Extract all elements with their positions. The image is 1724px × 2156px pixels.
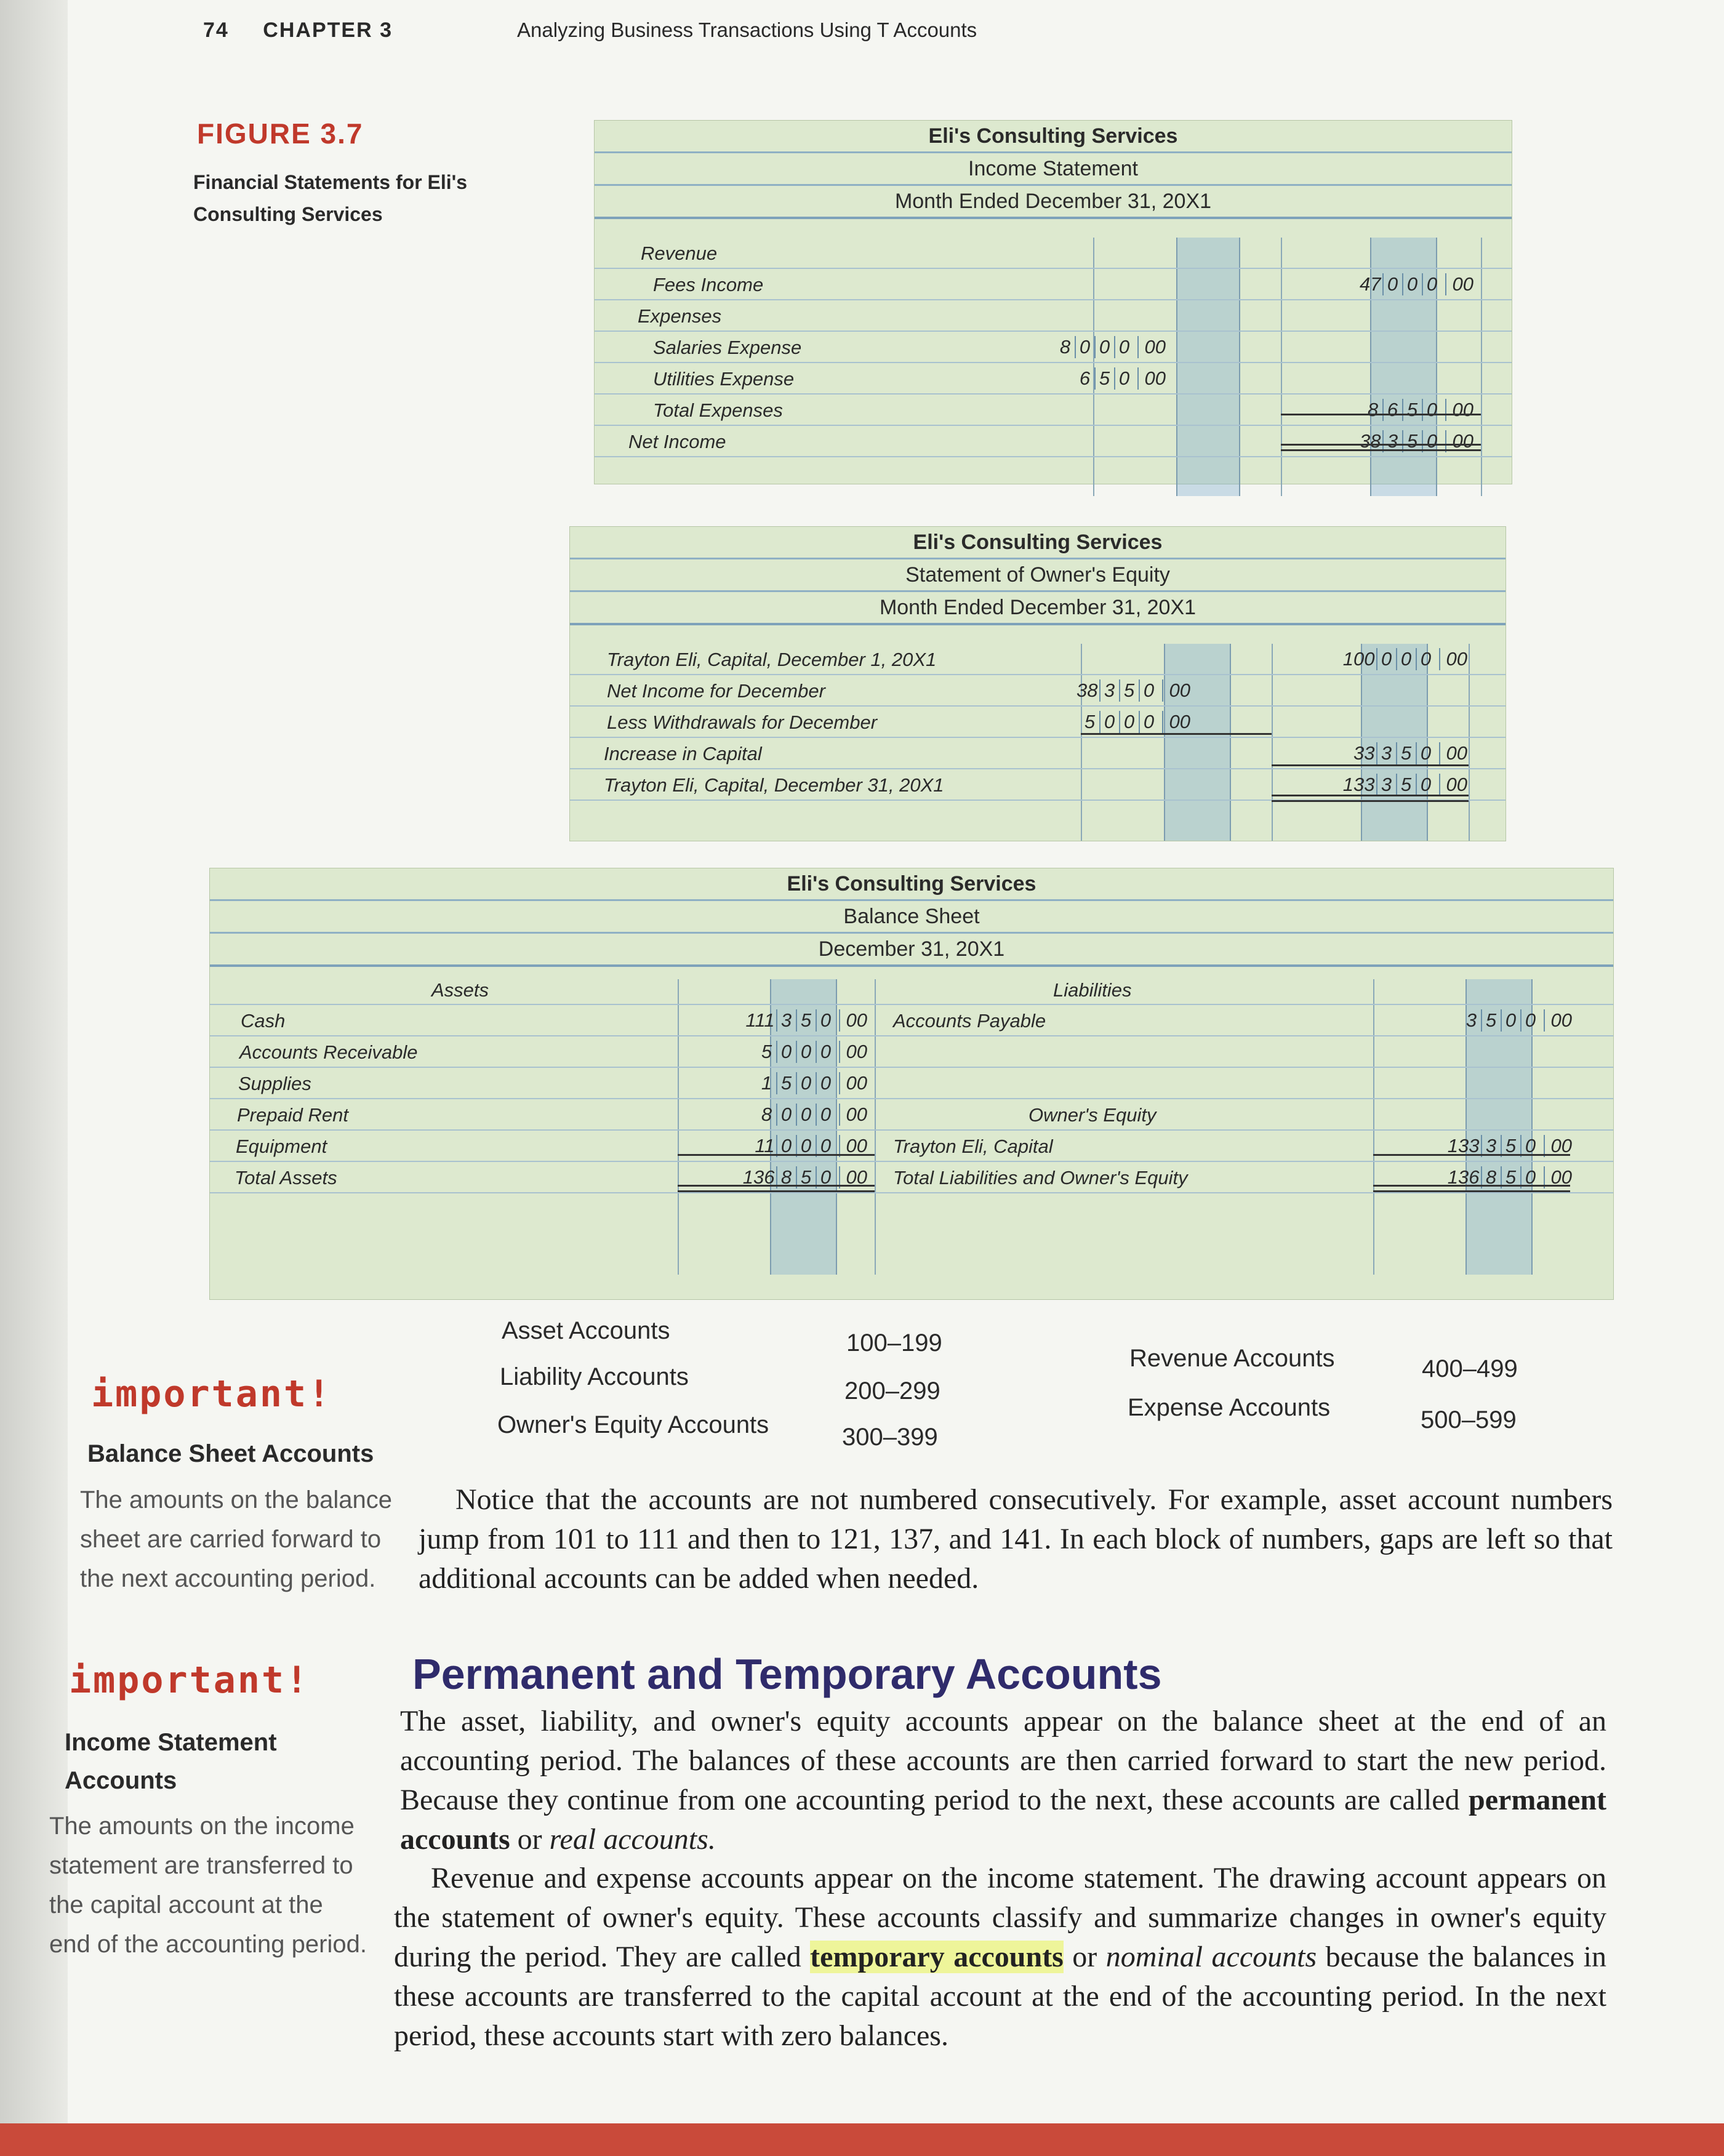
amount-digit: 0 bbox=[1376, 648, 1396, 670]
running-title: Analyzing Business Transactions Using T Accounts bbox=[517, 18, 977, 41]
balance-sheet-title: Balance Sheet bbox=[210, 901, 1613, 934]
amount-digit: 0 bbox=[796, 1072, 816, 1094]
account-range-name: Expense Accounts bbox=[1128, 1394, 1331, 1421]
amount-digit: 33 bbox=[1353, 742, 1375, 764]
amount-digit: 0 bbox=[796, 1104, 816, 1126]
equity-statement-period: Month Ended December 31, 20X1 bbox=[570, 592, 1505, 625]
row-label: Less Withdrawals for December bbox=[607, 711, 878, 733]
amount-digit: 5 bbox=[796, 1166, 816, 1188]
amount-digit: 0 bbox=[1139, 711, 1158, 733]
amount-digit: 3 bbox=[1099, 679, 1119, 702]
amount-digit: 6 bbox=[1382, 399, 1402, 421]
amount-digit: 00 bbox=[1162, 711, 1192, 733]
total-double-underline bbox=[1281, 444, 1481, 451]
chapter-label: CHAPTER 3 bbox=[263, 18, 393, 42]
amount-digit: 5 bbox=[1084, 710, 1096, 732]
amount-digit: 0 bbox=[1396, 648, 1416, 670]
amount-digit: 0 bbox=[776, 1104, 796, 1126]
statement-row bbox=[595, 363, 1512, 395]
amount-digit: 133 bbox=[1342, 773, 1375, 795]
account-range-name: Owner's Equity Accounts bbox=[497, 1411, 769, 1438]
amount-digit: 8 bbox=[1059, 335, 1071, 358]
account-range-value: 400–499 bbox=[1422, 1355, 1518, 1382]
figure-label: FIGURE 3.7 bbox=[197, 118, 364, 150]
amount-digit: 5 bbox=[1501, 1135, 1520, 1157]
income-statement-title: Income Statement bbox=[595, 153, 1512, 186]
row-label: Net Income for December bbox=[607, 680, 825, 702]
account-range-name: Asset Accounts bbox=[502, 1317, 670, 1344]
account-range-name: Liability Accounts bbox=[500, 1363, 689, 1390]
balance-sheet-date: December 31, 20X1 bbox=[210, 934, 1613, 967]
row-label: Trayton Eli, Capital, December 31, 20X1 bbox=[604, 774, 944, 796]
row-label: Trayton Eli, Capital, December 1, 20X1 bbox=[607, 649, 937, 670]
note-title: Income Statement Accounts bbox=[65, 1729, 277, 1794]
asset-amount bbox=[744, 1005, 868, 1035]
total-underline bbox=[678, 1154, 875, 1156]
equity-statement-company: Eli's Consulting Services bbox=[570, 527, 1505, 559]
paragraph-text: or bbox=[1063, 1941, 1106, 1973]
liability-equity-amount bbox=[1446, 1131, 1573, 1161]
total-underline bbox=[1081, 733, 1272, 735]
balance-sheet-row bbox=[210, 1068, 1613, 1099]
asset-amount bbox=[758, 1036, 868, 1067]
amount-digit: 5 bbox=[796, 1009, 816, 1032]
amount-digit: 0 bbox=[816, 1072, 835, 1094]
amount-digit: 8 bbox=[761, 1103, 772, 1125]
asset-label: Total Assets bbox=[235, 1167, 337, 1188]
amount-digit: 136 bbox=[742, 1166, 775, 1188]
amount-digit: 00 bbox=[1137, 367, 1167, 390]
amount-digit: 8 bbox=[1481, 1166, 1501, 1188]
equity-statement-body bbox=[570, 644, 1505, 841]
amount-digit: 3 bbox=[776, 1009, 796, 1032]
amount-digit: 0 bbox=[776, 1041, 796, 1063]
owners-equity-statement bbox=[569, 526, 1506, 841]
paragraph-temporary-accounts bbox=[394, 1859, 1606, 2056]
liability-equity-label: Total Liabilities and Owner's Equity bbox=[893, 1167, 1188, 1188]
amount-digit: 0 bbox=[1099, 711, 1119, 733]
outer-amount bbox=[1342, 644, 1469, 674]
amount-digit: 0 bbox=[796, 1135, 816, 1157]
statement-row bbox=[595, 269, 1512, 300]
statement-row bbox=[595, 395, 1512, 426]
amount-digit: 0 bbox=[1416, 742, 1435, 764]
important-tag: important! bbox=[69, 1659, 310, 1702]
statement-row bbox=[570, 675, 1505, 707]
balance-sheet-heading-row bbox=[210, 979, 1613, 1005]
amount-digit: 0 bbox=[1382, 273, 1402, 295]
paragraph-text: or bbox=[510, 1823, 550, 1856]
amount-digit: 3 bbox=[1376, 774, 1396, 796]
note-body: The amounts on the income statement are transferred to the capital account at the end of the accounting period. bbox=[49, 1813, 367, 1958]
balance-sheet-row bbox=[210, 1036, 1613, 1068]
amount-digit: 0 bbox=[816, 1041, 835, 1063]
statement-row bbox=[595, 238, 1512, 269]
amount-digit: 136 bbox=[1447, 1166, 1480, 1188]
row-label: Net Income bbox=[628, 431, 726, 452]
income-statement bbox=[594, 120, 1512, 484]
amount-digit: 5 bbox=[1119, 679, 1139, 702]
amount-digit: 0 bbox=[1402, 273, 1422, 295]
income-statement-body bbox=[595, 238, 1512, 496]
income-statement-rows bbox=[595, 238, 1512, 457]
balance-sheet-body bbox=[210, 979, 1613, 1275]
amount-digit: 1 bbox=[761, 1072, 772, 1094]
asset-amount bbox=[758, 1099, 868, 1129]
amount-digit: 00 bbox=[1445, 399, 1475, 421]
amount-digit: 47 bbox=[1360, 273, 1381, 295]
outer-amount bbox=[1358, 426, 1475, 456]
amount-digit: 0 bbox=[1520, 1135, 1540, 1157]
paragraph-text: The asset, liability, and owner's equity accounts appear on the balance sheet at the end of an accounting period. The balances of these accounts are then carried forward to start the new period. Because they continue from one accounting period to the next, these accounts are called bbox=[400, 1705, 1606, 1816]
term-real-accounts: real accounts. bbox=[549, 1823, 716, 1856]
term-nominal-accounts: nominal accounts bbox=[1105, 1941, 1317, 1973]
equity-statement-title: Statement of Owner's Equity bbox=[570, 559, 1505, 592]
amount-digit: 00 bbox=[1439, 774, 1469, 796]
amount-digit: 00 bbox=[839, 1041, 868, 1063]
amount-digit: 0 bbox=[1416, 648, 1435, 670]
income-statement-company: Eli's Consulting Services bbox=[595, 121, 1512, 153]
row-label: Total Expenses bbox=[653, 399, 783, 421]
income-statement-period: Month Ended December 31, 20X1 bbox=[595, 186, 1512, 219]
amount-digit: 00 bbox=[1439, 742, 1469, 764]
asset-label: Cash bbox=[241, 1010, 286, 1032]
statement-row bbox=[595, 426, 1512, 457]
amount-digit: 38 bbox=[1360, 430, 1381, 452]
amount-digit: 5 bbox=[776, 1072, 796, 1094]
amount-digit: 00 bbox=[1137, 336, 1167, 358]
page-number: 74 bbox=[203, 18, 229, 42]
inner-amount bbox=[1081, 707, 1192, 737]
balance-sheet-rows bbox=[210, 1005, 1613, 1193]
amount-digit: 0 bbox=[1094, 336, 1114, 358]
outer-amount bbox=[1358, 269, 1475, 299]
balance-sheet-row bbox=[210, 1005, 1613, 1036]
amount-digit: 3 bbox=[1376, 742, 1396, 764]
important-tag: important! bbox=[91, 1373, 332, 1416]
paragraph-text: because the balances in these accounts are transferred to the capital account at the end of the accounting period. In the next period, these accounts start with zero balances. bbox=[394, 1941, 1607, 2052]
amount-digit: 00 bbox=[1544, 1009, 1573, 1032]
amount-digit: 5 bbox=[1481, 1009, 1501, 1032]
note-body: The amounts on the balance sheet are carried forward to the next accounting period. bbox=[80, 1486, 393, 1592]
amount-digit: 00 bbox=[1445, 273, 1475, 295]
amount-digit: 5 bbox=[1396, 774, 1416, 796]
account-range-value: 100–199 bbox=[846, 1329, 942, 1357]
amount-digit: 0 bbox=[1422, 430, 1441, 452]
note-title: Balance Sheet Accounts bbox=[87, 1440, 374, 1467]
equity-heading: Owner's Equity bbox=[1028, 1104, 1157, 1126]
term-temporary-accounts: temporary accounts bbox=[810, 1941, 1064, 1973]
row-label: Increase in Capital bbox=[604, 743, 762, 764]
balance-sheet-row bbox=[210, 1131, 1613, 1162]
liability-equity-label: Trayton Eli, Capital bbox=[893, 1136, 1053, 1157]
amount-digit: 5 bbox=[761, 1040, 772, 1062]
paragraph-account-numbering: Notice that the accounts are not numbered consecutively. For example, asset account numbers jump from 101 to 111 and then to 121, 137, and 141. In each block of numbers, gaps are left so that additional accounts can be added when needed. bbox=[419, 1483, 1613, 1595]
amount-digit: 0 bbox=[776, 1135, 796, 1157]
page-footer-band bbox=[0, 2123, 1724, 2156]
paragraph-text: Revenue and expense accounts appear on the income statement. The drawing account appears on the statement of owner's equity. These accounts classify and summarize changes in owner's equity during the period. They are called bbox=[394, 1862, 1606, 1973]
amount-digit: 0 bbox=[816, 1104, 835, 1126]
amount-digit: 0 bbox=[796, 1041, 816, 1063]
balance-sheet bbox=[209, 868, 1614, 1300]
amount-digit: 00 bbox=[1162, 679, 1192, 702]
paragraph-permanent-accounts bbox=[400, 1702, 1606, 1859]
amount-digit: 5 bbox=[1094, 367, 1114, 390]
amount-digit: 0 bbox=[816, 1166, 835, 1188]
amount-digit: 0 bbox=[1119, 711, 1139, 733]
total-double-underline bbox=[1373, 1185, 1570, 1192]
amount-digit: 3 bbox=[1465, 1009, 1477, 1031]
row-label: Revenue bbox=[641, 242, 718, 264]
account-range-value: 300–399 bbox=[842, 1424, 938, 1451]
amount-digit: 0 bbox=[1520, 1009, 1540, 1032]
inner-amount bbox=[1075, 675, 1192, 705]
amount-digit: 11 bbox=[755, 1134, 775, 1156]
amount-digit: 00 bbox=[1544, 1135, 1573, 1157]
amount-digit: 3 bbox=[1382, 430, 1402, 452]
amount-digit: 5 bbox=[1402, 399, 1422, 421]
statement-row bbox=[570, 644, 1505, 675]
account-range-value: 500–599 bbox=[1421, 1406, 1517, 1433]
amount-digit: 3 bbox=[1481, 1135, 1501, 1157]
amount-digit: 00 bbox=[1439, 648, 1469, 670]
amount-digit: 0 bbox=[1075, 336, 1094, 358]
amount-digit: 00 bbox=[839, 1072, 868, 1094]
equity-statement-rows bbox=[570, 644, 1505, 801]
account-range-value: 200–299 bbox=[844, 1377, 940, 1405]
amount-digit: 5 bbox=[1501, 1166, 1520, 1188]
statement-row bbox=[570, 707, 1505, 738]
amount-digit: 00 bbox=[839, 1135, 868, 1157]
amount-digit: 0 bbox=[1114, 336, 1134, 358]
liabilities-heading: Liabilities bbox=[1053, 979, 1132, 1001]
amount-digit: 00 bbox=[839, 1009, 868, 1032]
outer-amount bbox=[1352, 738, 1469, 768]
asset-amount bbox=[758, 1068, 868, 1098]
amount-digit: 00 bbox=[839, 1104, 868, 1126]
amount-digit: 0 bbox=[1139, 679, 1158, 702]
term-permanent-accounts: permanent accounts bbox=[400, 1784, 1606, 1856]
amount-digit: 0 bbox=[1422, 399, 1441, 421]
total-double-underline bbox=[1272, 795, 1469, 802]
assets-heading: Assets bbox=[431, 979, 489, 1001]
amount-digit: 0 bbox=[816, 1135, 835, 1157]
asset-label: Supplies bbox=[238, 1073, 311, 1094]
amount-digit: 0 bbox=[1501, 1009, 1520, 1032]
asset-amount bbox=[753, 1131, 868, 1161]
amount-digit: 5 bbox=[1402, 430, 1422, 452]
inner-amount bbox=[1076, 363, 1167, 393]
section-heading: Permanent and Temporary Accounts bbox=[412, 1650, 1162, 1698]
amount-digit: 111 bbox=[745, 1009, 775, 1031]
asset-label: Equipment bbox=[236, 1136, 327, 1157]
row-label: Expenses bbox=[638, 305, 722, 327]
balance-sheet-row bbox=[210, 1099, 1613, 1131]
amount-digit: 0 bbox=[1114, 367, 1134, 390]
account-range-name: Revenue Accounts bbox=[1129, 1345, 1335, 1372]
row-label: Salaries Expense bbox=[653, 337, 802, 358]
liability-equity-amount bbox=[1462, 1005, 1573, 1035]
amount-digit: 8 bbox=[1367, 398, 1379, 420]
amount-digit: 38 bbox=[1076, 679, 1098, 701]
amount-digit: 5 bbox=[1396, 742, 1416, 764]
amount-digit: 0 bbox=[1520, 1166, 1540, 1188]
liability-equity-label: Accounts Payable bbox=[893, 1010, 1046, 1032]
statement-row bbox=[595, 300, 1512, 332]
row-label: Utilities Expense bbox=[653, 368, 795, 390]
amount-digit: 0 bbox=[1422, 273, 1441, 295]
inner-amount bbox=[1056, 332, 1167, 362]
asset-label: Prepaid Rent bbox=[237, 1104, 348, 1126]
amount-digit: 0 bbox=[816, 1009, 835, 1032]
amount-digit: 133 bbox=[1447, 1134, 1480, 1156]
amount-digit: 00 bbox=[1445, 430, 1475, 452]
amount-digit: 0 bbox=[1416, 774, 1435, 796]
outer-amount bbox=[1364, 395, 1475, 425]
asset-label: Accounts Receivable bbox=[239, 1041, 418, 1063]
statement-row bbox=[595, 332, 1512, 363]
amount-digit: 6 bbox=[1079, 367, 1091, 389]
amount-digit: 00 bbox=[839, 1166, 868, 1188]
amount-digit: 8 bbox=[776, 1166, 796, 1188]
row-label: Fees Income bbox=[653, 274, 764, 295]
total-underline bbox=[1373, 1154, 1570, 1156]
running-head bbox=[203, 18, 393, 42]
total-underline bbox=[1281, 414, 1481, 415]
figure-caption: Financial Statements for Eli's Consulting Services bbox=[193, 171, 468, 225]
total-underline bbox=[1272, 764, 1469, 766]
total-double-underline bbox=[678, 1185, 875, 1192]
balance-sheet-company: Eli's Consulting Services bbox=[210, 868, 1613, 901]
amount-digit: 100 bbox=[1342, 647, 1375, 670]
amount-digit: 00 bbox=[1544, 1166, 1573, 1188]
